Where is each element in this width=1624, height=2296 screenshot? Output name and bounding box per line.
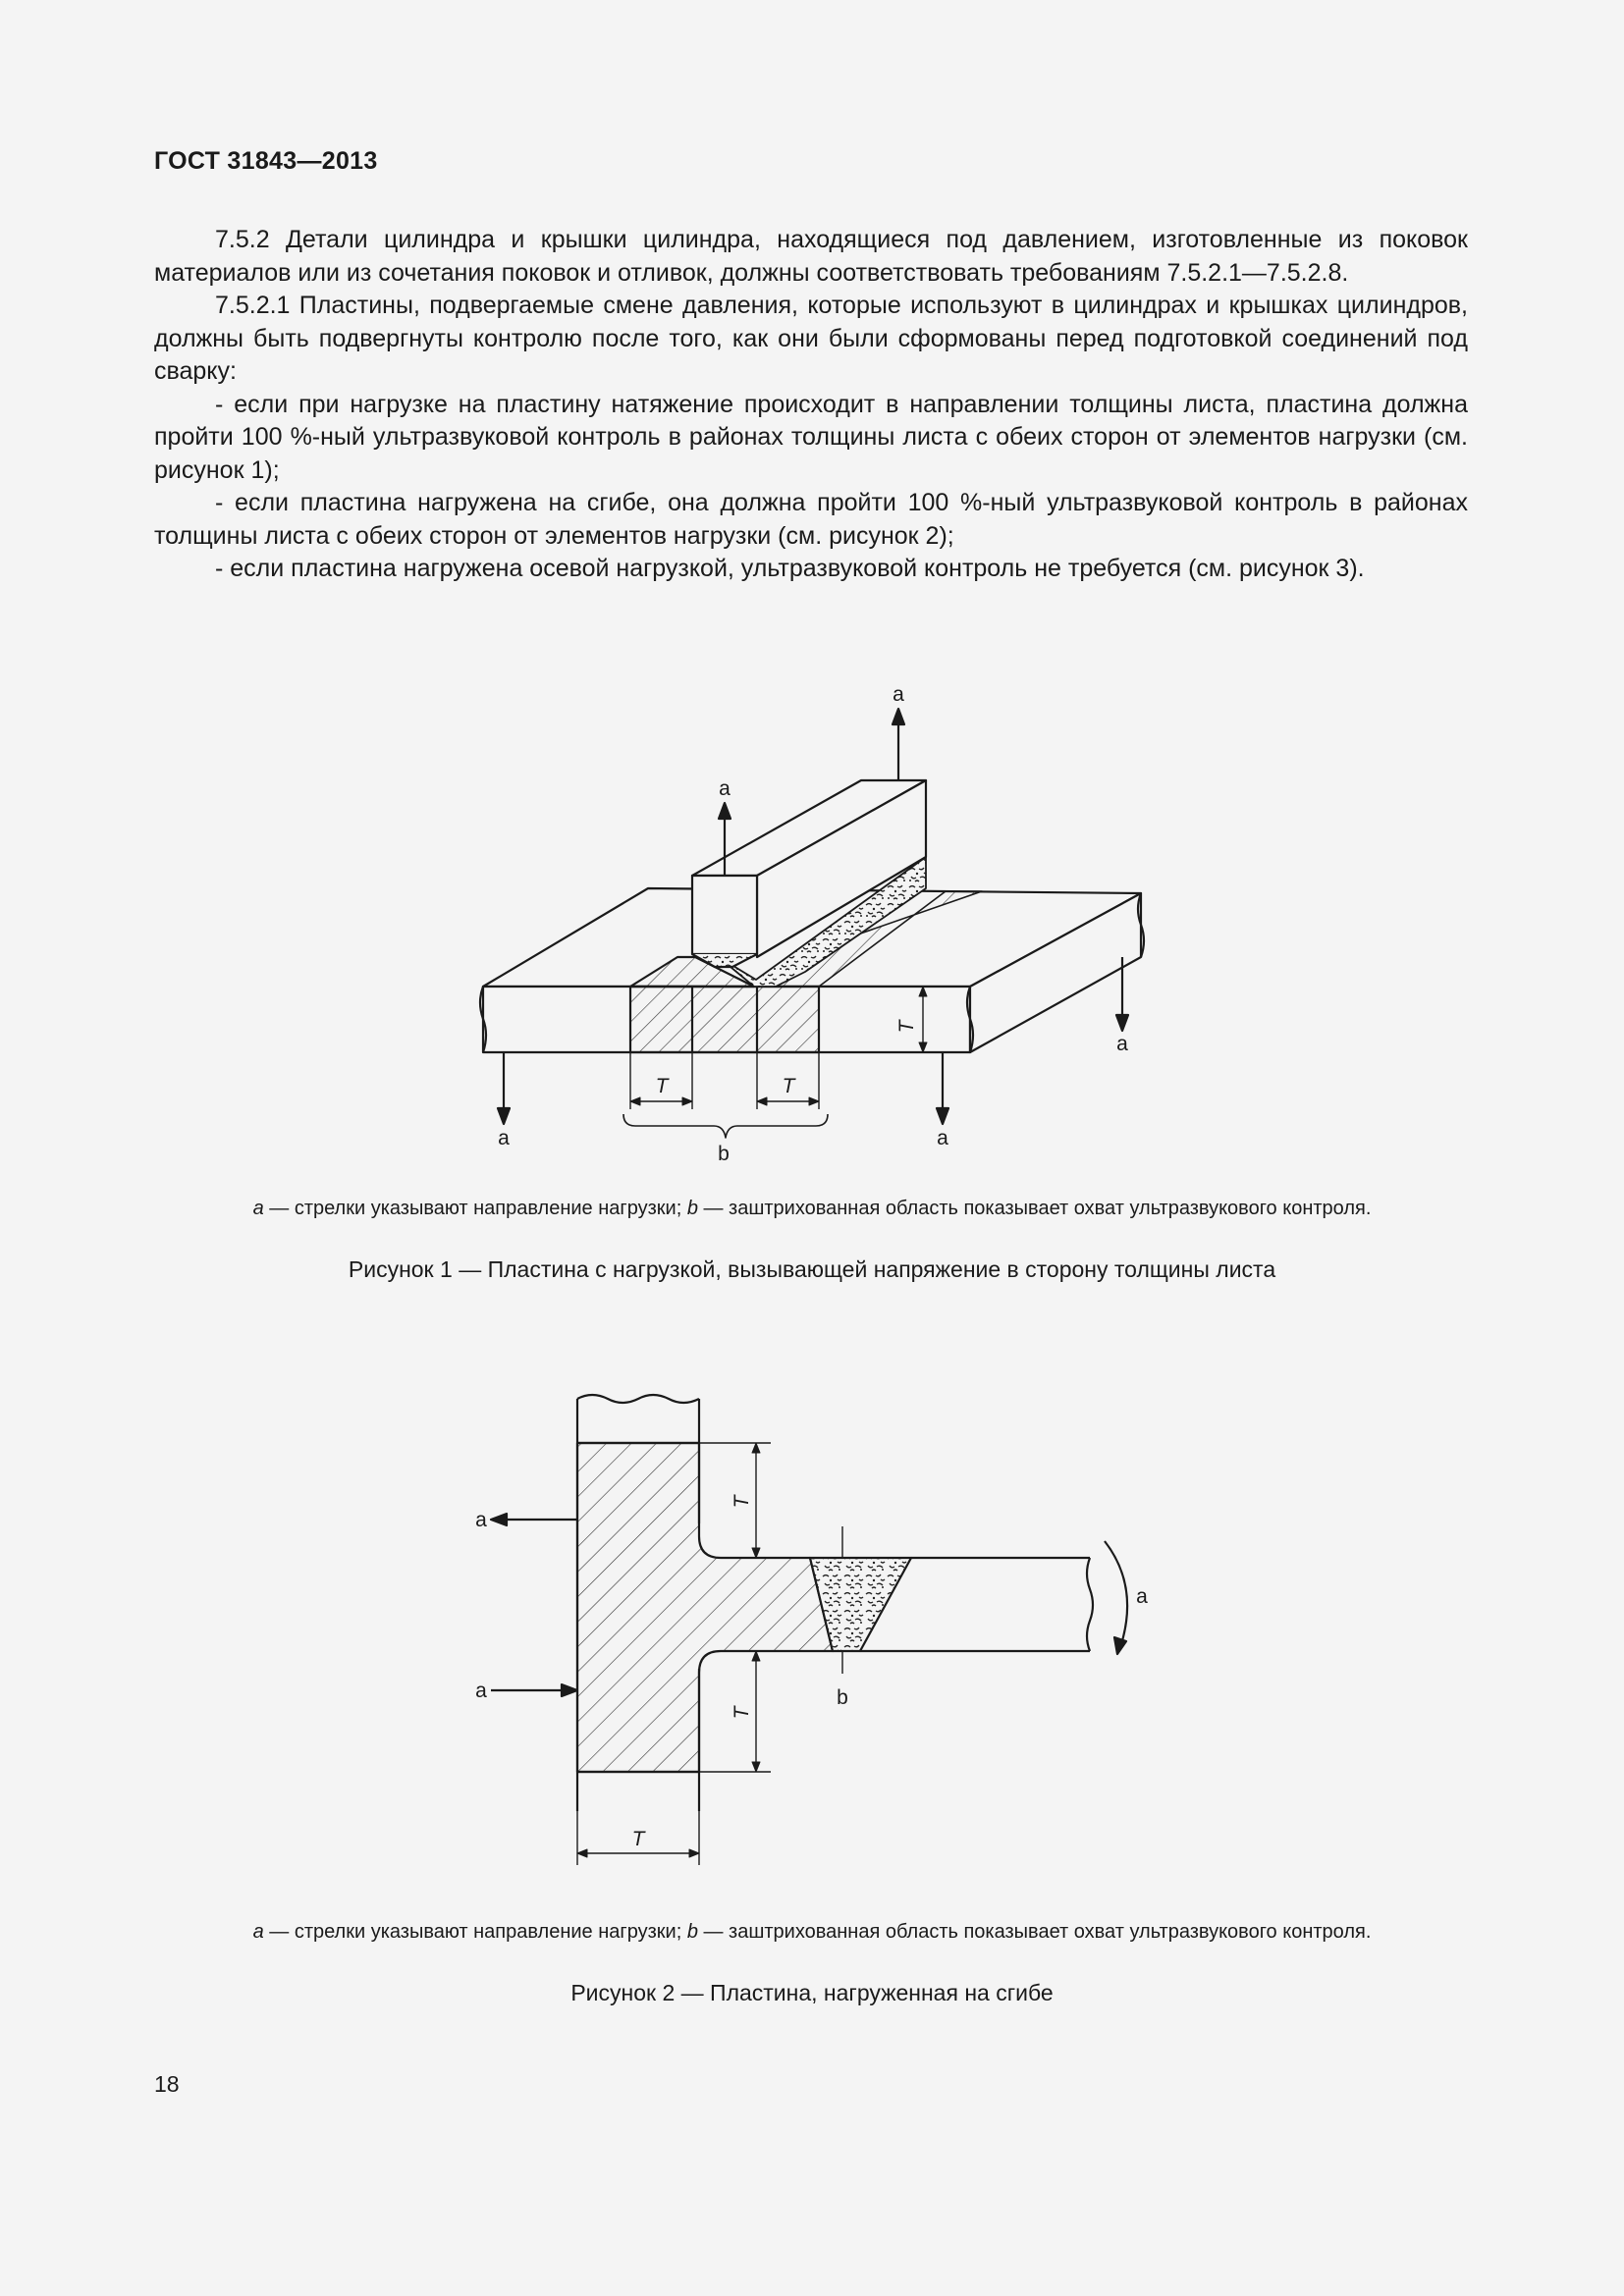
paragraph-7-5-2-1: 7.5.2.1 Пластины, подвергаемые смене давления, которые используют в цилиндрах и крышках цилиндров, должны быть подвергнуты контролю после того, как они были сформованы перед подготовкой соединений под сварку: xyxy=(154,292,1468,385)
fig2-label-t-bottom: T xyxy=(631,1828,645,1850)
fig1-label-a-bottom-left: a xyxy=(498,1127,510,1149)
fig2-label-t-upper: T xyxy=(731,1495,753,1509)
page-number: 18 xyxy=(154,2071,180,2097)
fig2-note-b-text: — заштрихованная область показывает охват ультразвукового контроля. xyxy=(697,1921,1372,1943)
figure-2-note xyxy=(0,1921,1624,1944)
list-item-tension: - если при нагрузке на пластину натяжение происходит в направлении толщины листа, пластина должна пройти 100 %-ный ультразвуковой контроль в районах толщины листа с обеих сторон от элементов нагрузки (см. рисунок 1); xyxy=(154,390,1468,484)
fig2-note-a-key: a xyxy=(252,1921,264,1943)
list-item-bending: - если пластина нагружена на сгибе, она должна пройти 100 %-ный ультразвуковой контроль в районах толщины листа с обеих сторон от элементов нагрузки (см. рисунок 2); xyxy=(154,489,1468,550)
fig1-label-a-right: a xyxy=(1116,1033,1128,1055)
fig1-label-a-bottom-mid: a xyxy=(937,1127,948,1149)
fig2-note-a-text: — стрелки указывают направление нагрузки; xyxy=(263,1921,687,1943)
body-text xyxy=(154,224,1468,586)
fig1-note-a-text: — стрелки указывают направление нагрузки; xyxy=(263,1198,687,1219)
fig2-label-b: b xyxy=(837,1686,848,1709)
fig1-note-b-text: — заштрихованная область показывает охват ультразвукового контроля. xyxy=(697,1198,1372,1219)
list-item-axial: - если пластина нагружена осевой нагрузкой, ультразвуковой контроль не требуется (см. рисунок 3). xyxy=(215,555,1365,582)
figure-1-caption: Рисунок 1 — Пластина с нагрузкой, вызывающей напряжение в сторону толщины листа xyxy=(348,1256,1276,1282)
figure-2-drawing xyxy=(0,1384,1624,1875)
paragraph-7-5-2: 7.5.2 Детали цилиндра и крышки цилиндра, находящиеся под давлением, изготовленные из поковок материалов или из сочетания поковок и отливок, должны соответствовать требованиям 7.5.2.1—7.5.2.8. xyxy=(154,226,1468,287)
figure-2-caption: Рисунок 2 — Пластина, нагруженная на сгибе xyxy=(570,1980,1054,2005)
fig2-label-t-lower: T xyxy=(731,1706,753,1720)
fig1-note-b-key: b xyxy=(686,1198,698,1219)
fig2-note-b-key: b xyxy=(686,1921,698,1943)
figure-2 xyxy=(0,1384,1624,1875)
figure-1-drawing xyxy=(0,677,1624,1168)
fig2-label-a-top: a xyxy=(475,1509,487,1531)
figure-1-note xyxy=(0,1198,1624,1220)
fig1-label-a-top-left: a xyxy=(719,777,731,800)
fig1-note-a-key: a xyxy=(252,1198,264,1219)
figure-1 xyxy=(0,677,1624,1168)
fig1-label-t-left: T xyxy=(655,1075,669,1097)
fig2-label-a-right: a xyxy=(1136,1585,1148,1608)
fig1-label-a-top-right: a xyxy=(893,683,904,706)
fig2-label-a-bottom: a xyxy=(475,1680,487,1702)
fig1-label-t-vertical: T xyxy=(895,1020,918,1034)
fig1-label-b: b xyxy=(718,1143,730,1165)
document-header-title: ГОСТ 31843—2013 xyxy=(154,147,378,175)
fig1-label-t-right: T xyxy=(782,1075,795,1097)
